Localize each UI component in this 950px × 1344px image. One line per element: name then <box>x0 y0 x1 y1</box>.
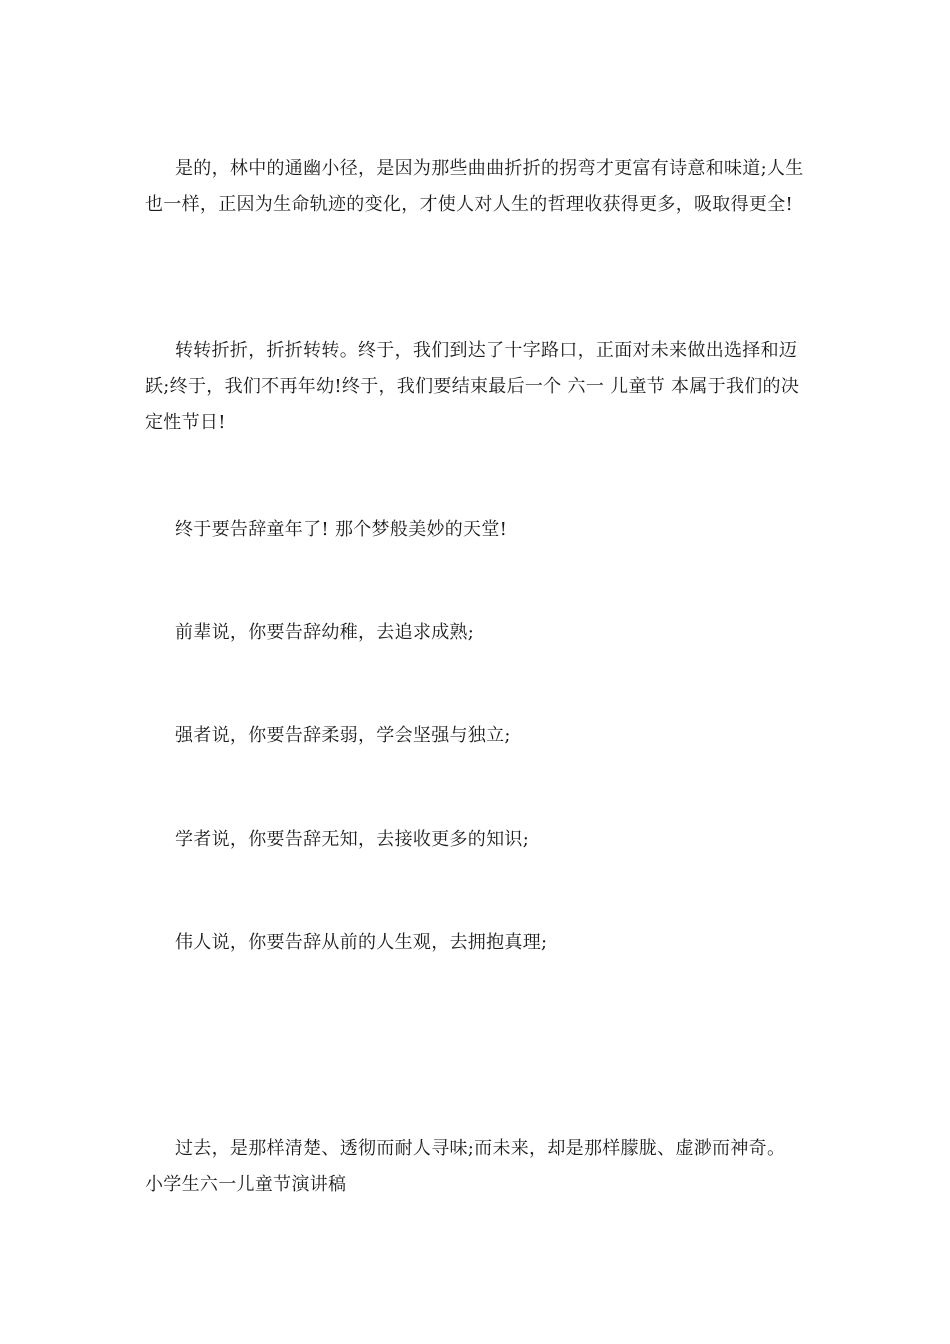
paragraph-past-future: 过去，是那样清楚、透彻而耐人寻味;而未来，却是那样朦胧、虚渺而神奇。 <box>175 1138 786 1159</box>
paragraph-scholars-say: 学者说，你要告辞无知，去接收更多的知识; <box>175 829 530 850</box>
paragraph-farewell-childhood: 终于要告辞童年了! 那个梦般美妙的天堂! <box>175 519 508 540</box>
paragraph-great-say: 伟人说，你要告辞从前的人生观，去拥抱真理; <box>175 932 548 953</box>
paragraph-forest-path: 是的，林中的通幽小径，是因为那些曲曲折折的拐弯才更富有诗意和味道;人生也一样，正因为生命轨迹的变化，才使人对人生的哲理收获得更多，吸取得更全! <box>145 158 804 215</box>
paragraph-strong-say: 强者说，你要告辞柔弱，学会坚强与独立; <box>175 725 511 746</box>
paragraph-crossroads: 转转折折，折折转转。终于，我们到达了十字路口，正面对未来做出选择和迈跃;终于，我们不再年幼!终于，我们要结束最后一个 六一 儿童节 本属于我们的决定性节日! <box>145 340 800 433</box>
document-title-footer: 小学生六一儿童节演讲稿 <box>145 1174 347 1195</box>
paragraph-elders-say: 前辈说，你要告辞幼稚，去追求成熟; <box>175 622 475 643</box>
